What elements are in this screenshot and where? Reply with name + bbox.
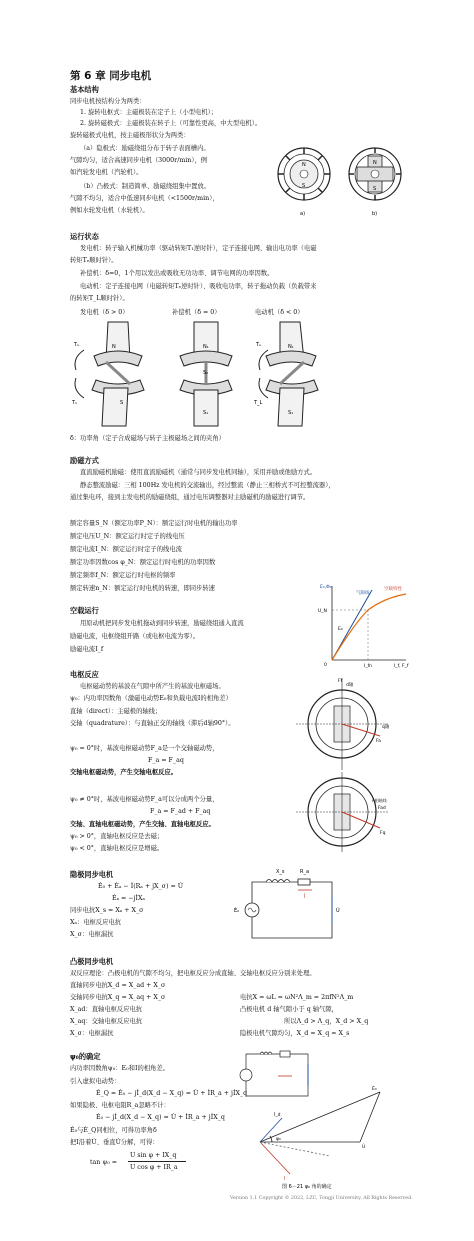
armature-p9: ψ₀ > 0°，直轴电枢反应是去磁； bbox=[70, 833, 164, 840]
fig-d-axis: d轴 bbox=[346, 683, 354, 688]
fig-b-label: b) bbox=[372, 211, 378, 217]
psi-l3: Ė_Q = Ė₀ − jİ_d(X_d − X_q) = U̇ + İR_a + jİX_q bbox=[96, 1090, 248, 1097]
svg-text:ψ₀: ψ₀ bbox=[276, 1137, 281, 1142]
salient-r4: 隐极电机气隙均匀，X_d ≈ X_q ≈ X_s bbox=[240, 1030, 350, 1037]
svg-text:İ_d: İ_d bbox=[274, 1113, 281, 1118]
state-heading: 运行状态 bbox=[70, 232, 99, 241]
armature-p8: 交轴、直轴电枢磁动势，产生交轴、直轴电枢反应。 bbox=[70, 821, 215, 828]
round-rotor-equivalent-circuit bbox=[232, 860, 352, 950]
noload-p2: 励磁电流，电枢绕组开路（或电枢电流为零）。 bbox=[70, 633, 200, 640]
svg-text:N: N bbox=[302, 162, 306, 168]
fig-ff-label: Ff bbox=[338, 679, 343, 684]
generator-pole-figure bbox=[75, 322, 144, 426]
round-l3: X_σ：电枢漏抗 bbox=[70, 931, 114, 938]
footer-copyright: Version 1.1 Copyright © 2022, LZC, Tongji University. All Rights Reserved. bbox=[230, 1196, 413, 1201]
round-rotor-figure bbox=[278, 148, 330, 200]
basic-a1: （a）隐极式：励磁绕组分布于转子表面槽内。 bbox=[80, 145, 210, 152]
salient-l1: 直轴同步电抗X_d = X_ad + X_σ bbox=[70, 982, 166, 989]
armature-p4: 交轴（quadrature）：与直轴正交的轴线（滞后d轴90°）。 bbox=[70, 720, 235, 727]
round-eq2: Ėₐ = −jİXₐ bbox=[112, 895, 145, 902]
svg-text:T₁: T₁ bbox=[72, 400, 78, 406]
round-l1: 同步电抗X_s = Xₐ + X_σ bbox=[70, 907, 144, 914]
basic-item1: 1. 旋转电枢式：主磁极装在定子上（小型电机）； bbox=[80, 109, 218, 116]
state-mot-label: 电动机（δ < 0） bbox=[255, 309, 304, 316]
basic-a3: 如汽轮发电机（汽轮机）。 bbox=[70, 169, 143, 176]
armature-p3: 直轴（direct）：主磁极的轴线； bbox=[70, 708, 162, 715]
armature-eq2: F_a = F_ad + F_aq bbox=[150, 808, 211, 815]
armature-p7: ψ₀ ≠ 0°时，基波电枢磁动势F_a可以分成两个分量， bbox=[70, 796, 219, 803]
fig-q-axis: q轴 bbox=[382, 725, 390, 730]
svg-text:U̇: U̇ bbox=[362, 1145, 366, 1150]
armature-figure-lower bbox=[296, 772, 388, 852]
svg-text:S₁: S₁ bbox=[288, 410, 294, 416]
psi-circuit bbox=[240, 1051, 308, 1096]
svg-text:S: S bbox=[120, 400, 124, 406]
svg-text:S₁: S₁ bbox=[203, 410, 209, 416]
psi-l5: Ė₀ − jİ_d(X_d − X_q) = U̇ + İR_a + jİX_q bbox=[96, 1114, 225, 1121]
chart-xlabel: I_f, F_f bbox=[394, 664, 409, 669]
basic-item3: 旋转磁极式电机，按主磁极形状分为两类： bbox=[70, 132, 190, 139]
circuit-e0-label: Ė₀ bbox=[234, 908, 240, 914]
psi-phasor-figure bbox=[230, 1046, 410, 1190]
basic-a2: 气隙均匀，适合高速同步电机（3000r/min），例 bbox=[70, 157, 208, 164]
salient-rotor-figure bbox=[349, 148, 401, 200]
salient-r3: 所以Λ_d > Λ_q，X_d > X_q bbox=[284, 1018, 369, 1025]
fig-fad-label: Fad bbox=[378, 806, 386, 811]
delta-note: δ：功率角（定子合成磁场与转子主极磁场之间的夹角） bbox=[70, 435, 225, 442]
svg-text:S: S bbox=[373, 186, 377, 192]
armature-p6: 交轴电枢磁动势，产生交轴电枢反应。 bbox=[70, 769, 178, 776]
svg-text:T_L: T_L bbox=[254, 400, 263, 406]
fig-fa-label: Fa bbox=[376, 739, 381, 744]
salient-l3: X_ad：直轴电枢反应电抗 bbox=[70, 1006, 143, 1013]
round-heading: 隐极同步电机 bbox=[70, 870, 114, 879]
salient-r2: 凸极电机 d 轴气隙小于 q 轴气隙， bbox=[240, 1006, 338, 1013]
fig-fq-label: Fq bbox=[380, 831, 386, 836]
basic-intro: 同步电机按结构分为两类： bbox=[70, 98, 146, 105]
rated-l5: 额定频率f_N：额定运行时电枢的频率 bbox=[70, 572, 176, 579]
armature-p5: ψ₀ = 0°时，基波电枢磁动势F_a是一个交轴磁动势， bbox=[70, 745, 219, 752]
basic-b3: 例如水轮发电机（水轮机）。 bbox=[70, 207, 149, 214]
fig-axis-label: A相轴线 bbox=[372, 798, 387, 803]
psi-eq-lhs: tan ψ₀ = bbox=[90, 1159, 118, 1166]
chapter-title: 第 6 章 同步电机 bbox=[70, 70, 152, 82]
chart-ylabel: E₀,Φ₀ bbox=[320, 585, 332, 590]
excite-heading: 励磁方式 bbox=[70, 456, 99, 465]
excite-p2: 静态整流励磁：三相 100Hz 发电机的交流输出，经过整流（静止三相桥式不可控整流器）， bbox=[80, 482, 335, 489]
noload-characteristic-chart bbox=[310, 580, 410, 670]
svg-text:İ: İ bbox=[284, 1177, 286, 1182]
armature-eq1: F_a = F_aq bbox=[148, 757, 184, 764]
state-mot2: 的转矩T_L顺时针）。 bbox=[70, 295, 129, 302]
circuit-u-label: U̇ bbox=[336, 908, 340, 914]
circuit-xs-label: X_s bbox=[276, 869, 285, 875]
svg-text:S: S bbox=[302, 183, 306, 189]
psi-eq-num: U sin φ + IX_q bbox=[130, 1152, 177, 1159]
state-gen-label: 发电机（δ > 0） bbox=[80, 309, 129, 316]
svg-text:S₂: S₂ bbox=[203, 370, 209, 376]
circuit-i-label: İ bbox=[304, 894, 306, 900]
salient-heading: 凸极同步电机 bbox=[70, 957, 114, 966]
armature-p1: 电枢磁动势的基波在气隙中所产生的基波电枢磁场。 bbox=[80, 683, 225, 690]
rated-l1: 额定容量S_N（额定功率P_N）：额定运行时电机的输出功率 bbox=[70, 520, 238, 527]
operating-states-figure bbox=[66, 318, 346, 430]
psi-l2: 引入虚拟电动势： bbox=[70, 1078, 121, 1085]
noload-p3: 励磁电流I_f bbox=[70, 646, 104, 653]
chart-origin-label: 0 bbox=[324, 663, 327, 668]
armature-reaction-figures bbox=[296, 676, 406, 856]
state-gen1: 发电机：转子输入机械功率（驱动转矩T₁逆时针），定子连接电网、输出电功率（电磁 bbox=[80, 245, 317, 252]
psi-eq-fraction-bar bbox=[128, 1161, 186, 1162]
salient-r1: 电抗X = ωL = ωN²Λ_m = 2πfN²Λ_m bbox=[240, 994, 354, 1001]
chart-un-label: U_N bbox=[318, 609, 327, 614]
excite-p3: 通过集电环，接到主发电机的励磁绕组，通过电压调整器对主励磁机的励磁进行调节。 bbox=[70, 494, 310, 501]
state-gen2: 转矩Tₑ顺时针）。 bbox=[70, 257, 118, 264]
state-comp-label: 补偿机（δ = 0） bbox=[172, 309, 221, 316]
noload-p1: 用原动机把同步发电机拖动到同步转速，励磁绕组通入直流 bbox=[80, 620, 244, 627]
psi-heading: ψ₀的确定 bbox=[70, 1052, 101, 1061]
psi-phasor-diagram bbox=[260, 1092, 380, 1174]
chart-ifn-label: I_fn bbox=[364, 664, 373, 669]
psi-fig-caption: 图 6－21 ψ₀ 角的确定 bbox=[282, 1184, 332, 1190]
svg-text:N: N bbox=[112, 344, 116, 350]
state-comp: 补偿机：δ=0，1个用以发出或吸收无功功率、调节电网的功率因数。 bbox=[80, 270, 274, 277]
armature-figure-upper bbox=[296, 678, 390, 770]
rated-l2: 额定电压U_N：额定运行时定子的线电压 bbox=[70, 533, 185, 540]
psi-eq-den: U cos φ + IR_a bbox=[130, 1164, 178, 1171]
svg-text:Tₑ: Tₑ bbox=[256, 342, 262, 348]
salient-p1: 双反应理论：凸极电机的气隙不均匀，把电枢反应分成直轴、交轴电枢反应分别来处理。 bbox=[70, 970, 316, 977]
svg-text:Tₑ: Tₑ bbox=[74, 342, 80, 348]
state-mot1: 电动机：定子连接电网（电磁转矩Tₑ逆时针）、吸收电功率，转子拖动负载（负载带来 bbox=[80, 283, 317, 290]
basic-item2: 2. 旋转磁极式：主磁极装在转子上（可靠性更高，中大型电机）。 bbox=[80, 120, 262, 127]
psi-l7: 把I沿着U̇、垂直U̇分解，可得： bbox=[70, 1139, 159, 1146]
circuit-ra-label: R_a bbox=[300, 869, 310, 875]
noload-heading: 空载运行 bbox=[70, 606, 99, 615]
rated-l3: 额定电流I_N：额定运行时定子的线电流 bbox=[70, 546, 182, 553]
psi-l4: 如果隐极、电枢电阻R_a忽略不计： bbox=[70, 1102, 170, 1109]
salient-l4: X_aq：交轴电枢反应电抗 bbox=[70, 1018, 143, 1025]
svg-text:N₁: N₁ bbox=[203, 344, 209, 350]
armature-heading: 电枢反应 bbox=[70, 670, 99, 679]
psi-l6: Ė₀与Ė_Q同相位，可得功率角δ bbox=[70, 1127, 157, 1134]
round-eq1: Ė₀ + Ėₐ − İ(Rₐ + jX_σ) = U̇ bbox=[98, 883, 184, 890]
psi-l1: 内功率因数角ψ₀：E₀和I的相角差。 bbox=[70, 1065, 169, 1072]
svg-text:Ė₀: Ė₀ bbox=[372, 1087, 377, 1092]
machine-cross-section-figures bbox=[272, 140, 412, 220]
chart-curve-label: 空载特性 bbox=[384, 587, 402, 592]
rated-l4: 额定功率因数cos φ_N：额定运行时电机的功率因数 bbox=[70, 559, 216, 566]
armature-p10: ψ₀ < 0°，直轴电枢反应是增磁。 bbox=[70, 845, 164, 852]
basic-b2: 气隙不均匀，适合中低速同步电机（<1500r/min）， bbox=[70, 195, 219, 202]
round-l2: Xₐ：电枢反应电抗 bbox=[70, 919, 121, 926]
excite-p1: 直流励磁机励磁：使用直流励磁机（通常与同步发电机同轴），采用并励或他励方式。 bbox=[80, 469, 317, 476]
salient-l2: 交轴同步电抗X_q = X_aq + X_σ bbox=[70, 994, 166, 1001]
fig-a-label: a) bbox=[300, 211, 306, 217]
salient-l5: X_σ：电枢漏抗 bbox=[70, 1030, 114, 1037]
rated-l6: 额定转速n_N：额定运行时电机的转速，即同步转速 bbox=[70, 585, 215, 592]
noload-curve bbox=[332, 594, 406, 660]
svg-text:N: N bbox=[373, 160, 377, 166]
chart-airgap-label: 气隙线 bbox=[356, 591, 370, 596]
chart-e0-label: E₀ bbox=[338, 627, 343, 632]
armature-p2: ψ₀：内功率因数角（激磁电动势E₀和负载电流I的相角差） bbox=[70, 695, 232, 702]
svg-text:N₁: N₁ bbox=[288, 344, 294, 350]
basic-heading: 基本结构 bbox=[70, 85, 99, 94]
basic-b1: （b）凸极式：制造简单、励磁绕组集中置放。 bbox=[80, 183, 210, 190]
